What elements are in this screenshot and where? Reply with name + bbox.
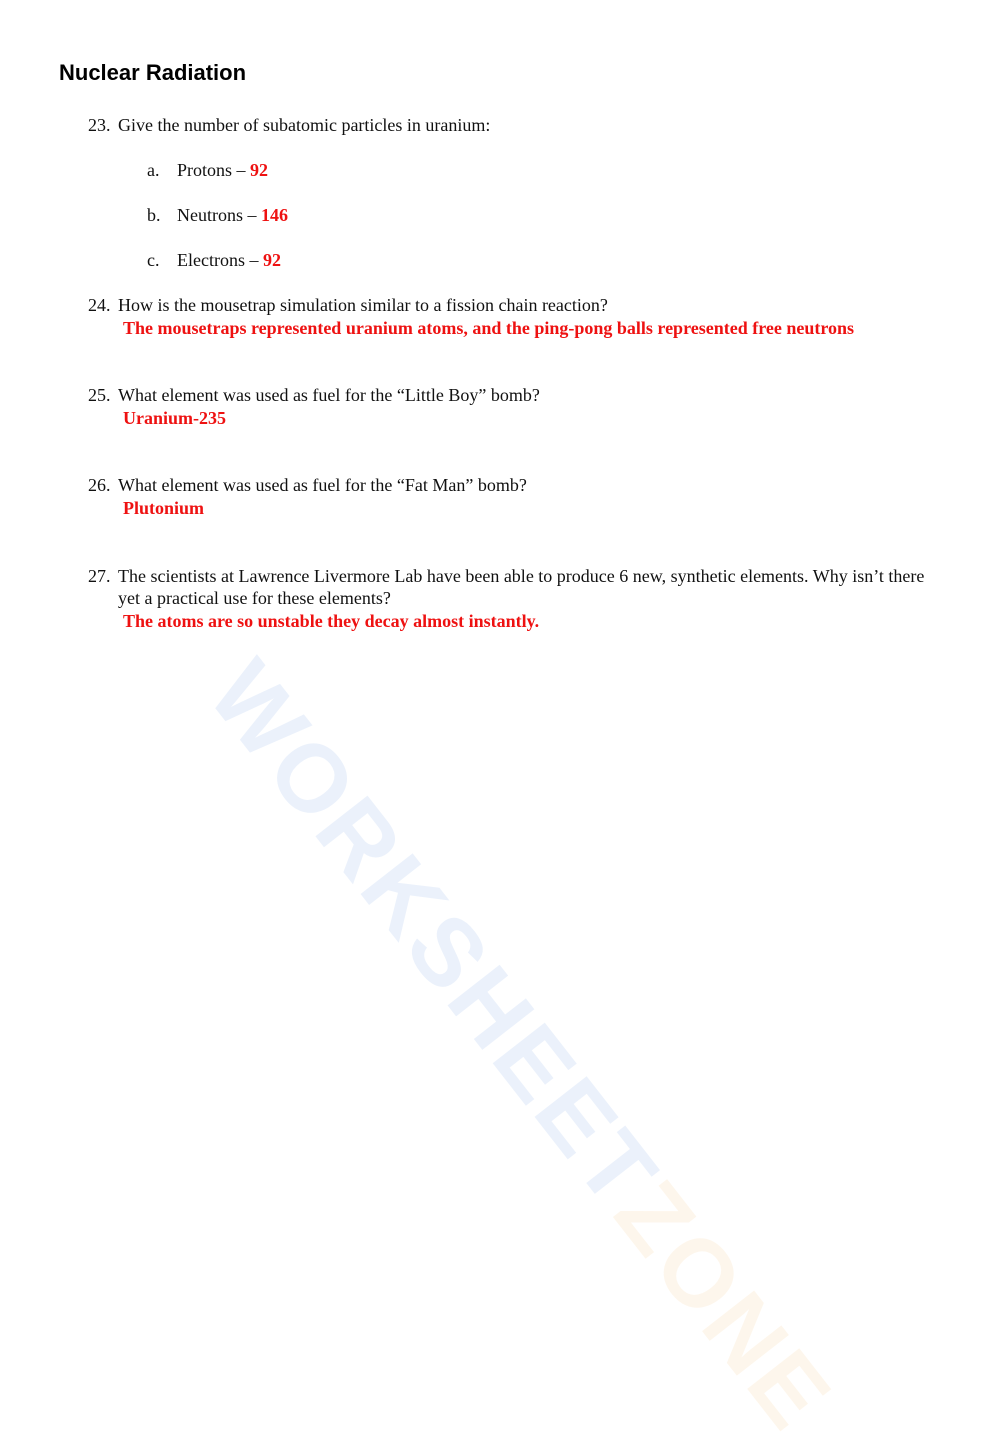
question-text: What element was used as fuel for the “Fat Man” bomb? (118, 475, 527, 495)
sub-item-electrons (147, 249, 281, 271)
question-26 (88, 474, 938, 496)
watermark-word-worksheet: WORKSHEET (188, 641, 679, 1228)
question-number: 24. (88, 295, 111, 315)
watermark-logo (187, 641, 854, 1452)
sub-item-label: Protons – (177, 160, 251, 180)
question-number: 27. (88, 566, 111, 586)
question-text: How is the mousetrap simulation similar to a fission chain reaction? (118, 295, 608, 315)
question-text: What element was used as fuel for the “Little Boy” bomb? (118, 385, 540, 405)
sub-item-label: Neutrons – (177, 205, 261, 225)
answer-24: The mousetraps represented uranium atoms, and the ping-pong balls represented free neutrons (123, 318, 855, 338)
question-25 (88, 384, 938, 406)
sub-item-letter: a. (147, 160, 160, 180)
watermark-word-zone: ZONE (594, 1161, 853, 1451)
sub-item-answer: 92 (262, 250, 281, 270)
question-number: 26. (88, 475, 111, 495)
question-24 (88, 294, 938, 316)
answer-25: Uranium-235 (123, 408, 226, 428)
page-title: Nuclear Radiation (59, 60, 247, 85)
question-23 (88, 114, 938, 136)
sub-item-letter: c. (147, 250, 160, 270)
question-text: Give the number of subatomic particles in uranium: (118, 115, 491, 135)
sub-item-label: Electrons – (177, 250, 263, 270)
answer-27: The atoms are so unstable they decay almost instantly. (123, 611, 540, 631)
question-number: 25. (88, 385, 111, 405)
sub-item-letter: b. (147, 205, 161, 225)
question-number: 23. (88, 115, 111, 135)
sub-item-answer: 92 (250, 160, 269, 180)
sub-item-neutrons (147, 204, 288, 226)
sub-item-protons (147, 159, 268, 181)
answer-26: Plutonium (123, 498, 205, 518)
sub-item-answer: 146 (261, 205, 288, 225)
question-text: The scientists at Lawrence Livermore Lab have been able to produce 6 new, synthetic elements. Why isn’t there yet a practical use for these elements? (118, 566, 925, 608)
question-27 (88, 565, 938, 609)
